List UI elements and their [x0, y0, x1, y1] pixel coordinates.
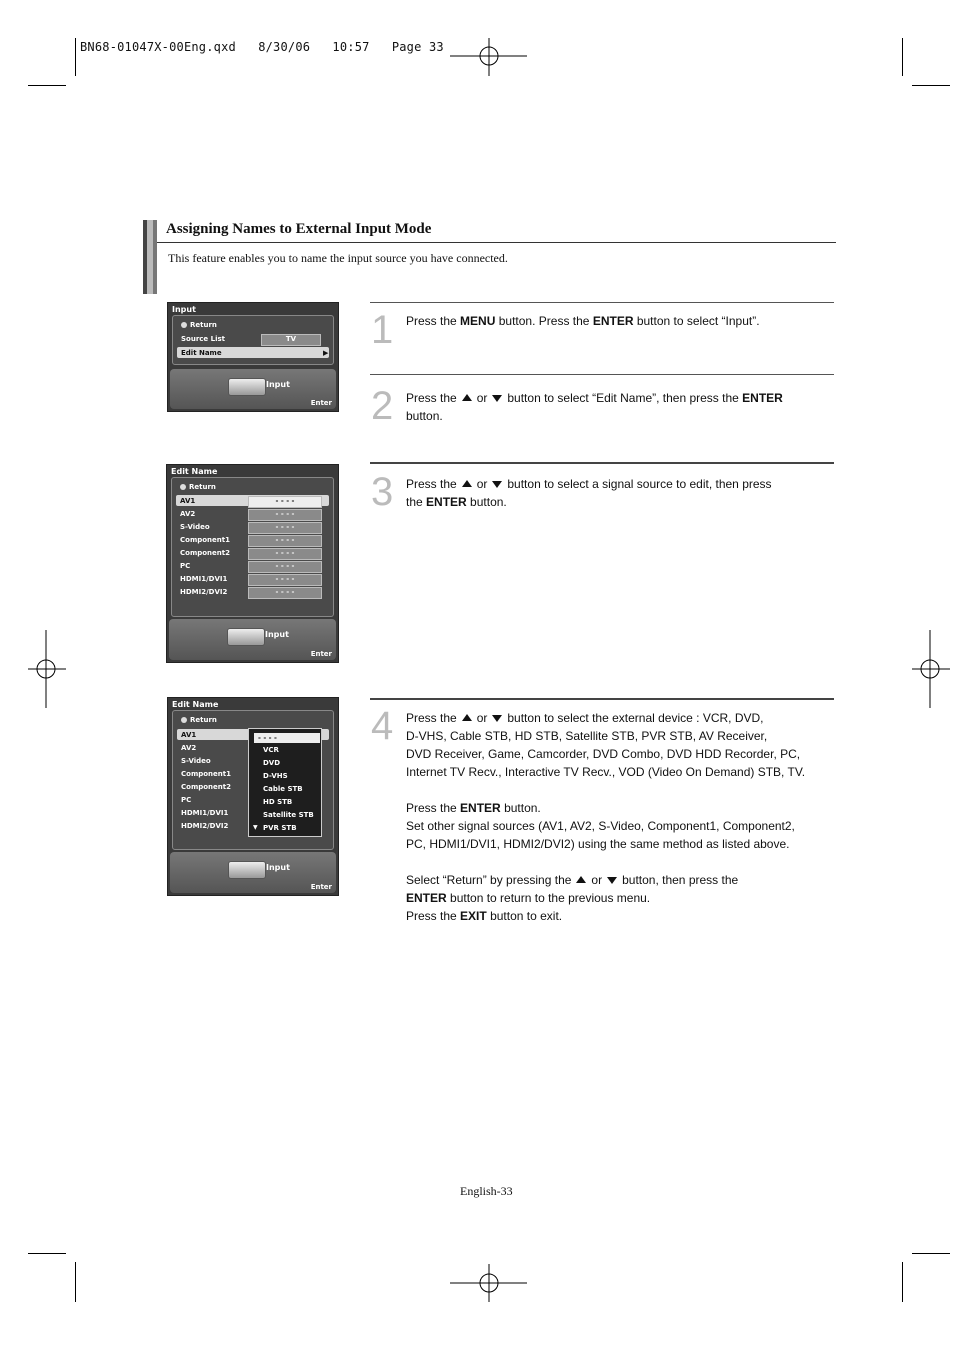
step-3-text: Press the or button to select a signal source to edit, then press the ENTER button. — [406, 477, 772, 509]
step-rule — [370, 302, 834, 303]
step-1-text: Press the MENU button. Press the ENTER button to select “Input”. — [406, 314, 760, 328]
dropdown-selected: - - - - — [254, 733, 320, 743]
osd-row-label: PC — [180, 562, 191, 570]
osd-input-menu — [167, 302, 339, 412]
osd-row-value: - - - - — [248, 496, 322, 508]
osd-edit-name-dropdown — [167, 697, 339, 896]
dropdown-item[interactable]: HD STB — [263, 798, 293, 806]
step-4-text: Press the or button to select the external device : VCR, DVD, D-VHS, Cable STB, HD STB, Satellite STB, PVR STB, AV Receiver, DVD Receiver, Game, Camcorder, DVD Combo, DVD HDD Recorder, PC, Internet TV Recv., Interactive TV Recv., VOD (Video On Demand) STB, TV. Press the ENTER button. Set other signal sources (AV1, AV2, S-Video, Component1, Component2, PC, HDMI1/DVI1, HDMI2/DVI2) using the same method as listed above. Select “Return” by pressing the or button, then press the ENTER button to return to the previous menu. Press the EXIT button to exit. — [406, 711, 806, 923]
osd-edit-name-menu — [166, 464, 339, 663]
dropdown-item[interactable]: DVD — [263, 759, 281, 767]
step-number: 1 — [371, 308, 394, 352]
osd-title: Input — [172, 305, 196, 314]
osd-row-label: AV2 — [180, 510, 196, 518]
up-arrow-icon — [462, 394, 472, 401]
step-number: 3 — [371, 470, 394, 514]
section-accent-bar — [143, 220, 157, 294]
osd-footer-title: Input — [265, 630, 289, 639]
up-arrow-icon — [462, 480, 472, 487]
section-rule — [157, 242, 836, 243]
return-icon — [181, 322, 187, 328]
return-icon — [180, 484, 186, 490]
osd-row-value: - - - - — [248, 522, 322, 534]
device-dropdown[interactable] — [248, 728, 322, 837]
step-number: 4 — [371, 704, 394, 748]
osd-row-value: TV — [261, 334, 321, 346]
osd-row-value: - - - - — [248, 574, 322, 586]
arrow-right-icon: ▶ — [323, 349, 329, 357]
dropdown-item[interactable]: VCR — [263, 746, 279, 754]
osd-row-label: AV2 — [181, 744, 197, 752]
osd-row-label: HDMI2/DVI2 — [180, 588, 228, 596]
osd-row-label: PC — [181, 796, 192, 804]
dropdown-item[interactable]: Satellite STB — [263, 811, 314, 819]
osd-row-label: AV1 — [181, 731, 197, 739]
osd-row-label: Component1 — [180, 536, 230, 544]
osd-panel — [171, 477, 334, 617]
osd-row-label: Component1 — [181, 770, 231, 778]
section-title: Assigning Names to External Input Mode — [166, 221, 432, 237]
osd-row-value: - - - - — [248, 535, 322, 547]
return-icon — [181, 717, 187, 723]
down-arrow-icon — [492, 481, 502, 488]
osd-row-label: Source List — [181, 335, 225, 343]
osd-return: Return — [181, 321, 217, 329]
osd-panel — [172, 315, 334, 365]
dropdown-item[interactable]: PVR STB — [263, 824, 297, 832]
osd-row-label: AV1 — [180, 497, 196, 505]
step-number: 2 — [371, 384, 394, 428]
section-description: This feature enables you to name the input source you have connected. — [168, 251, 508, 265]
osd-return: Return — [180, 483, 216, 491]
step-rule — [370, 698, 834, 700]
osd-row-value: - - - - — [248, 587, 322, 599]
osd-row-label: HDMI2/DVI2 — [181, 822, 229, 830]
osd-row-value: - - - - — [248, 548, 322, 560]
input-device-icon — [228, 861, 266, 879]
osd-row-value: - - - - — [248, 509, 322, 521]
osd-footer — [170, 369, 336, 409]
step-2-text: Press the or button to select “Edit Name”, then press the ENTER button. — [406, 391, 783, 423]
down-arrow-icon — [607, 877, 617, 884]
osd-title: Edit Name — [172, 700, 219, 709]
osd-title: Edit Name — [171, 467, 218, 476]
input-device-icon — [227, 628, 265, 646]
down-arrow-icon — [492, 715, 502, 722]
chevron-down-icon: ▼ — [253, 824, 258, 831]
osd-return: Return — [181, 716, 217, 724]
osd-enter-hint: Enter — [310, 650, 332, 658]
osd-row-label: Edit Name — [181, 349, 222, 357]
osd-row-label: S-Video — [181, 757, 211, 765]
dropdown-item[interactable]: Cable STB — [263, 785, 303, 793]
up-arrow-icon — [462, 714, 472, 721]
page-number: English-33 — [460, 1184, 513, 1198]
osd-enter-hint: Enter — [310, 883, 332, 891]
input-device-icon — [228, 378, 266, 396]
osd-row-label: Component2 — [181, 783, 231, 791]
osd-footer — [169, 619, 336, 660]
step-rule — [370, 374, 834, 375]
osd-row-label: S-Video — [180, 523, 210, 531]
down-arrow-icon — [492, 395, 502, 402]
osd-footer-title: Input — [266, 380, 290, 389]
file-slug-line: BN68-01047X-00Eng.qxd 8/30/06 10:57 Page 33 — [80, 40, 444, 54]
osd-row-value: - - - - — [248, 561, 322, 573]
osd-enter-hint: Enter — [310, 399, 332, 407]
osd-footer-title: Input — [266, 863, 290, 872]
osd-row-label: HDMI1/DVI1 — [180, 575, 228, 583]
step-rule — [370, 462, 834, 464]
osd-footer — [170, 852, 336, 893]
osd-row-label: HDMI1/DVI1 — [181, 809, 229, 817]
osd-row-label: Component2 — [180, 549, 230, 557]
up-arrow-icon — [576, 876, 586, 883]
dropdown-item[interactable]: D-VHS — [263, 772, 288, 780]
